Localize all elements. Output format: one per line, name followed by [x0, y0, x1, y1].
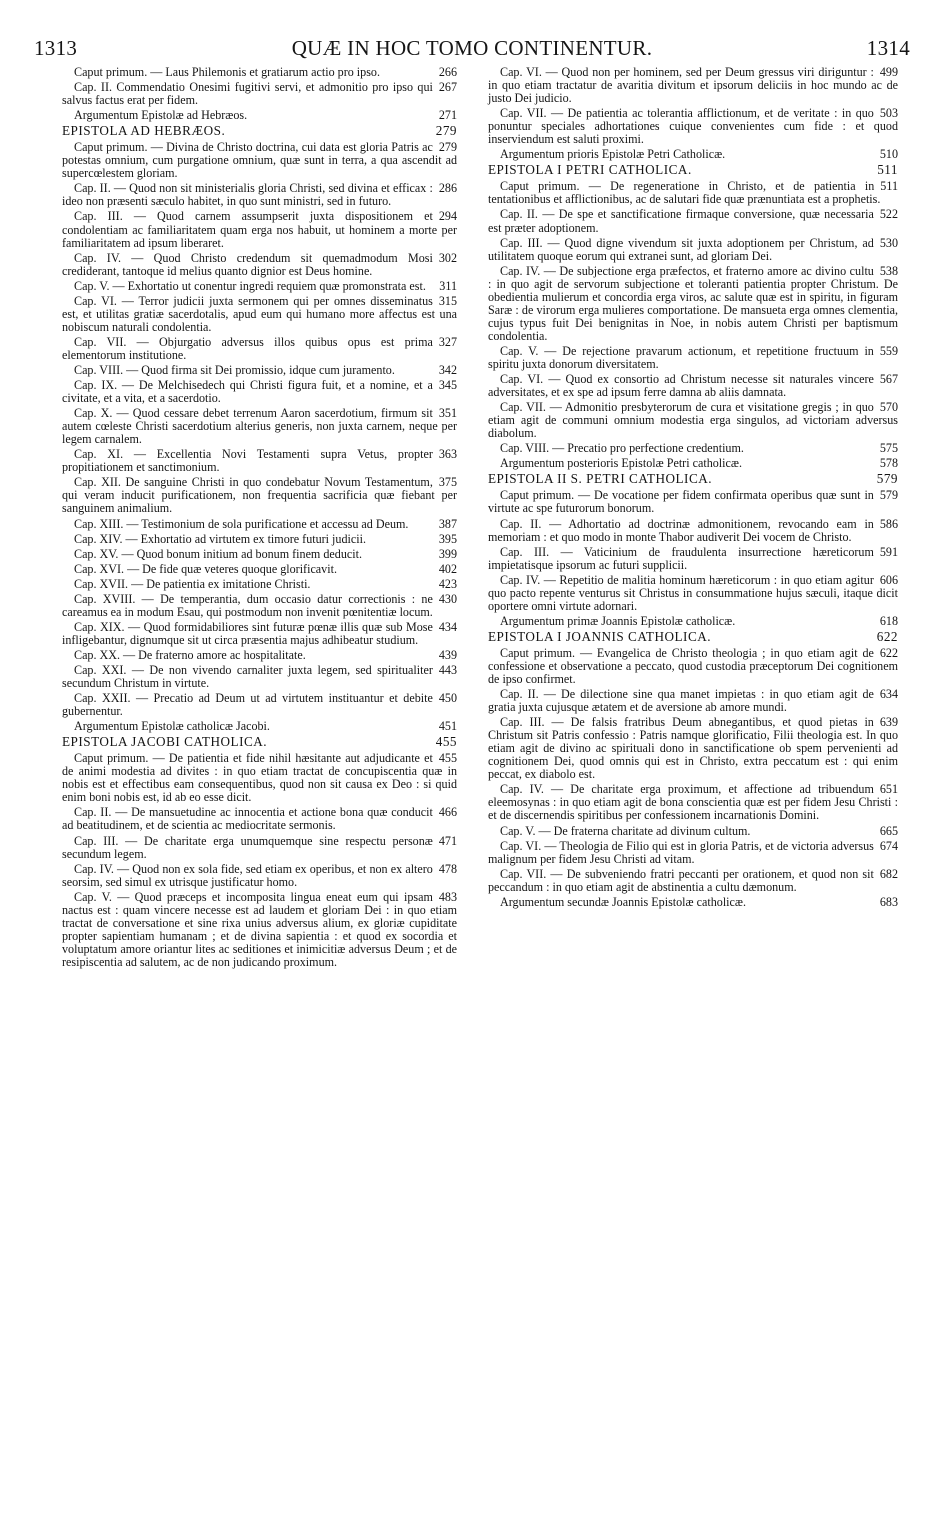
toc-entry [62, 548, 457, 561]
entry-text: Cap. V. — Quod præceps et incomposita lingua eneat eum qui ipsam nactus est : quam vincere necesse est ad laudem et gloriam Dei : in quo etiam tractat de conversatione et sine rixa unius adversus alium, ex gloriæ cupiditate propter sapientiam humanam ; et de divina sapientia : et quod ex socordia et voluptatum amore oriantur lites ac seditiones et inimicitiæ adversus Deum ; et de resipiscentia ad salutem, ac de non judicando proximum. [62, 889, 457, 969]
page-reference: 665 [879, 823, 898, 838]
entry-text: Cap. VI. — Quod ex consortio ad Christum necesse sit naturales vincere adversitates, et ex spe ad ipsum ferre damna ab aliis damnata. [488, 372, 874, 400]
page-reference: 559 [879, 343, 898, 358]
toc-entry [488, 825, 898, 838]
entry-text: Cap. VII. — Objurgatio adversus illos quibus opus est prima elementorum institutione. [62, 334, 433, 362]
toc-entry [62, 863, 457, 889]
entry-text: Cap. VII. — Admonitio presbyterorum de cura et visitatione gregis ; in quo etiam agit de communi omnium modestia erga singulos, ad victoriam adversus diabolum. [488, 400, 898, 441]
page-title: QUÆ IN HOC TOMO CONTINENTUR. [291, 36, 653, 60]
page-reference: 511 [880, 179, 898, 194]
page-reference: 450 [438, 691, 457, 706]
page-reference: 345 [438, 378, 457, 393]
page-reference: 503 [879, 106, 898, 121]
toc-entry [62, 81, 457, 107]
page-reference: 499 [879, 65, 898, 79]
entry-text: Cap. III. — Quod digne vivendum sit juxta adoptionem per Christum, ad utilitatem quoque eorum qui extranei sunt, ad gloriam Dei. [488, 235, 874, 263]
page-reference: 466 [438, 805, 457, 820]
toc-entry [488, 237, 898, 263]
entry-text: Caput primum. — Laus Philemonis et gratiarum actio pro ipso. [74, 65, 380, 79]
entry-text: Cap. V. — Exhortatio ut conentur ingredi requiem quæ promonstrata est. [74, 278, 426, 293]
page-reference: 423 [438, 576, 457, 591]
toc-entry [62, 448, 457, 474]
toc-entry [62, 476, 457, 515]
section-heading [488, 630, 898, 643]
page-reference: 430 [438, 591, 457, 606]
page-reference: 395 [438, 531, 457, 546]
left-column [62, 66, 457, 971]
argument-entry [488, 615, 898, 628]
toc-entry [488, 208, 898, 234]
argument-entry [488, 457, 898, 470]
entry-text: Cap. XIII. — Testimonium de sola purificatione et accessu ad Deum. [74, 516, 409, 531]
entry-text: Cap. II. Commendatio Onesimi fugitivi servi, et admonitio pro ipso qui salvus factus erat per fidem. [62, 80, 433, 108]
entry-text: EPISTOLA I PETRI CATHOLICA. [488, 162, 692, 178]
toc-entry [488, 647, 898, 686]
entry-text: Cap. III. — De charitate erga unumquemque sine respectu personæ secundum legem. [62, 833, 433, 861]
page-reference: 575 [879, 441, 898, 456]
toc-entry [62, 141, 457, 180]
entry-text: Cap. XVIII. — De temperantia, dum occasio datur correctionis : ne careamus ea in modum Esau, qui postmodum non invenit pœnitentiæ locum. [62, 591, 433, 619]
entry-text: Argumentum posterioris Epistolæ Petri catholicæ. [500, 456, 742, 471]
entry-text: EPISTOLA II S. PETRI CATHOLICA. [488, 471, 713, 487]
page-reference: 682 [879, 866, 898, 881]
entry-text: Cap. X. — Quod cessare debet terrenum Aaron sacerdotium, firmum sit autem cœleste Christi sacerdotium alterius generis, non juxta carnem, neque per legem carnalem. [62, 406, 457, 447]
entry-text: Cap. III. — Vaticinium de fraudulenta insurrectione hæreticorum impietatisque ipsorum ac futuri supplicii. [488, 544, 874, 572]
toc-entry [488, 783, 898, 822]
page-reference: 606 [879, 572, 898, 587]
toc-entry [62, 752, 457, 804]
toc-entry [62, 891, 457, 969]
toc-entry [488, 716, 898, 781]
entry-text: Argumentum prioris Epistolæ Petri Catholicæ. [500, 147, 726, 162]
page-reference: 622 [879, 645, 898, 660]
toc-entry [62, 379, 457, 405]
entry-text: Cap. XVI. — De fide quæ veteres quoque glorificavit. [74, 561, 337, 576]
page-reference: 399 [438, 546, 457, 561]
entry-text: Cap. VI. — Theologia de Filio qui est in gloria Patris, et de victoria adversus malignum per fidem Jesu Christi ad vitam. [488, 838, 874, 866]
entry-text: Cap. VIII. — Quod firma sit Dei promissio, idque cum juramento. [74, 362, 395, 377]
toc-entry [488, 840, 898, 866]
entry-text: Cap. XV. — Quod bonum initium ad bonum finem deducit. [74, 546, 362, 561]
toc-entry [62, 280, 457, 293]
toc-entry [488, 868, 898, 894]
toc-entry [62, 563, 457, 576]
toc-entry [62, 593, 457, 619]
page-reference: 302 [438, 250, 457, 265]
page-reference: 271 [438, 108, 457, 123]
entry-text: Cap. IV. — Repetitio de malitia hominum hæreticorum : in quo etiam agitur quo pacto repente venturus sit Christus in consummatione hujus sæculi, itaque dicit oportere omni virtute adornari. [488, 572, 898, 613]
toc-entry [62, 364, 457, 377]
toc-entry [488, 688, 898, 714]
page-reference: 327 [438, 334, 457, 349]
section-heading [488, 163, 898, 176]
page-reference: 286 [438, 181, 457, 196]
entry-text: Cap. XI. — Excellentia Novi Testamenti supra Vetus, propter propitiationem et sanctimonium. [62, 447, 433, 475]
page-reference: 342 [438, 362, 457, 377]
toc-entry [62, 835, 457, 861]
toc-entry [488, 180, 898, 206]
toc-entry [62, 806, 457, 832]
page-reference: 522 [879, 207, 898, 222]
entry-text: Argumentum Epistolæ ad Hebræos. [74, 108, 248, 123]
toc-entry [488, 373, 898, 399]
toc-entry [62, 336, 457, 362]
page-reference: 538 [879, 263, 898, 278]
entry-text: Cap. VI. — Quod non per hominem, sed per Deum gressus viri diriguntur : in quo etiam tractatur de avaritia divitum et ipsorum deliciis in hoc mundo ac de justo Dei judicio. [488, 65, 898, 106]
entry-text: Cap. VII. — De subveniendo fratri peccanti per orationem, et quod non sit peccandum : in quo etiam agit de abstinentia a cultu dæmonum. [488, 866, 874, 894]
page-reference: 266 [438, 65, 457, 79]
toc-entry [62, 66, 457, 79]
toc-entry [62, 252, 457, 278]
entry-text: Caput primum. — De vocatione per fidem confirmata operibus quæ sunt in virtute ac spe futurorum bonorum. [488, 488, 874, 516]
page-reference: 674 [879, 838, 898, 853]
page-reference: 622 [876, 628, 898, 644]
argument-entry [488, 896, 898, 909]
right-column [488, 66, 898, 911]
toc-entry [488, 546, 898, 572]
page-reference: 279 [435, 123, 457, 139]
entry-text: Argumentum primæ Joannis Epistolæ catholicæ. [500, 613, 736, 628]
page-reference: 618 [879, 613, 898, 628]
entry-text: Cap. II. — De dilectione sine qua manet impietas : in quo etiam agit de gratia juxta cujusque ætatem et de aversione ab amore mundi. [488, 687, 874, 715]
page-reference: 591 [879, 544, 898, 559]
entry-text: Cap. IV. — Quod Christo credendum sit quemadmodum Mosi crediderant, tantoque id melius quanto dignior est Deus homine. [62, 250, 433, 278]
page-reference: 683 [879, 894, 898, 909]
toc-entry [62, 210, 457, 249]
entry-text: Cap. VIII. — Precatio pro perfectione credentium. [500, 441, 744, 456]
entry-text: Cap. V. — De rejectione pravarum actionum, et repetitione fructuum in spiritu juxta donorum diversitatem. [488, 343, 874, 371]
page-reference: 443 [438, 662, 457, 677]
page-reference: 530 [879, 235, 898, 250]
toc-entry [488, 574, 898, 613]
toc-entry [62, 533, 457, 546]
page-reference: 471 [438, 833, 457, 848]
page-reference: 578 [879, 456, 898, 471]
toc-entry [488, 66, 898, 105]
entry-text: Cap. V. — De fraterna charitate ad divinum cultum. [500, 823, 751, 838]
page-reference: 455 [438, 751, 457, 766]
page-reference: 634 [879, 687, 898, 702]
entry-text: Cap. VII. — De patientia ac tolerantia afflictionum, et de veritate : in quo ponuntur speciales adhortationes cuique convenientes cum fide : et quod inserviendum est saluti proximi. [488, 106, 898, 147]
entry-text: EPISTOLA AD HEBRÆOS. [62, 123, 226, 139]
entry-text: Cap. IV. — Quod non ex sola fide, sed etiam ex operibus, et non ex altero seorsim, sed simul ex utrisque justificatur homo. [62, 861, 433, 889]
section-heading [62, 735, 457, 748]
toc-entry [62, 578, 457, 591]
running-header [34, 36, 910, 66]
entry-text: Cap. XXI. — De non vivendo carnaliter juxta legem, sed spiritualiter secundum Christum in virtute. [62, 662, 433, 691]
page-reference: 375 [438, 475, 457, 490]
entry-text: Caput primum. — Evangelica de Christo theologia ; in quo etiam agit de confessione et observatione a peccato, quod custodia præceptorum Dei cognitionem de ipso confirmet. [488, 645, 898, 687]
entry-text: Caput primum. — Divina de Christo doctrina, cui data est gloria Patris ac potestas omnium, cum purgatione omnium, quæ sunt in terra, a qua ascendit ad supercœlestem gloriam. [62, 140, 457, 181]
entry-text: Argumentum Epistolæ catholicæ Jacobi. [74, 719, 270, 734]
entry-text: Cap. XIX. — Quod formidabiliores sint futuræ pœnæ illis quæ sub Mose infligebantur, dignumque sit ut circa præsentia majus adhibeatur studium. [62, 619, 433, 647]
entry-text: Cap. II. — Quod non sit ministerialis gloria Christi, sed divina et efficax : ideo non præsenti sæculo habitet, in quo sunt ministri, sed in futuro. [62, 181, 433, 209]
page-reference: 570 [879, 400, 898, 415]
entry-text: Cap. IV. — De charitate erga proximum, et affectione ad tribuendum eleemosynas : in quo etiam agit de bona conscientia quæ est per fidem Jesu Christi : et de discernendis spiritibus per confessionem incarnationis Domini. [488, 782, 898, 823]
page-reference: 651 [879, 782, 898, 797]
toc-entry [488, 401, 898, 440]
entry-text: Cap. III. — Quod carnem assumpserit juxta dispositionem et condolentiam ac familiaritatem quam erga nos habuit, ut hominem a morte per familiaritatem ad ipsum liberaret. [62, 209, 457, 250]
toc-entry [62, 664, 457, 690]
page-reference: 451 [438, 719, 457, 734]
toc-entry [488, 489, 898, 515]
page-reference: 586 [879, 516, 898, 531]
page-reference: 567 [879, 372, 898, 387]
page-number-right: 1314 [866, 36, 910, 60]
entry-text: Cap. IX. — De Melchisedech qui Christi figura fuit, et a nomine, et a civitate, et a vita, et a sacerdotio. [62, 378, 433, 406]
toc-entry [62, 182, 457, 208]
argument-entry [62, 720, 457, 733]
entry-text: Cap. XXII. — Precatio ad Deum ut ad virtutem instituantur et debite gubernentur. [62, 691, 433, 719]
entry-text: EPISTOLA JACOBI CATHOLICA. [62, 734, 268, 750]
entry-text: Caput primum. — De regeneratione in Christo, et de patientia in tentationibus et afflictionibus, ac de salutari fide quæ prænuntiata est a prophetis. [488, 179, 881, 207]
page-reference: 387 [438, 516, 457, 531]
page-reference: 351 [438, 406, 457, 421]
toc-entry [488, 442, 898, 455]
page-reference: 402 [438, 561, 457, 576]
toc-entry [488, 107, 898, 146]
page-reference: 579 [879, 488, 898, 503]
page-reference: 455 [435, 734, 457, 750]
toc-entry [488, 265, 898, 343]
page-reference: 511 [877, 162, 898, 178]
entry-text: Cap. VI. — Terror judicii juxta sermonem qui per omnes disseminatus est, et utilitas gratiæ sacerdotalis, apud eum qui humano more affectus est una nobiscum naturali condolentia. [62, 293, 457, 334]
page-reference: 510 [879, 147, 898, 162]
page-reference: 267 [438, 80, 457, 95]
entry-text: Cap. XII. De sanguine Christi in quo condebatur Novum Testamentum, qui veram inducit purificationem, non frequentia sacrificia quæ fiebant per sanguinem animalium. [62, 475, 457, 516]
page-reference: 639 [879, 715, 898, 730]
page-reference: 483 [438, 889, 457, 904]
entry-text: Cap. XVII. — De patientia ex imitatione Christi. [74, 576, 311, 591]
toc-entry [62, 518, 457, 531]
entry-text: Cap. II. — De spe et sanctificatione firmaque conversione, quæ necessaria est præter adoptionem. [488, 207, 874, 235]
toc-entry [62, 621, 457, 647]
entry-text: Argumentum secundæ Joannis Epistolæ catholicæ. [500, 894, 746, 909]
argument-entry [488, 148, 898, 161]
page-reference: 363 [438, 447, 457, 462]
entry-text: Cap. XX. — De fraterno amore ac hospitalitate. [74, 647, 306, 662]
section-heading [62, 124, 457, 137]
page-number-left: 1313 [34, 36, 78, 60]
section-heading [488, 472, 898, 485]
page-reference: 294 [438, 209, 457, 224]
entry-text: Cap. XIV. — Exhortatio ad virtutem ex timore futuri judicii. [74, 531, 366, 546]
page-reference: 478 [438, 861, 457, 876]
entry-text: Cap. II. — De mansuetudine ac innocentia et actione bona quæ conducit ad beatitudinem, et de scientia ac mediocritate sermonis. [62, 805, 433, 833]
toc-entry [62, 692, 457, 718]
page-reference: 434 [438, 619, 457, 634]
entry-text: Caput primum. — De patientia et fide nihil hæsitante aut adjudicante et de animi modestia ad divites : in quo etiam tractat de concupiscentia quæ in nobis est et effectibus eam consequentibus, quod non sit causa ex Deo : si quid enim boni nobis est, id ab eo esse dicit. [62, 751, 457, 805]
page-reference: 439 [438, 647, 457, 662]
page-reference: 315 [438, 293, 457, 308]
toc-entry [62, 649, 457, 662]
toc-entry [62, 407, 457, 446]
toc-entry [62, 295, 457, 334]
entry-text: EPISTOLA I JOANNIS CATHOLICA. [488, 628, 712, 644]
entry-text: Cap. III. — De falsis fratribus Deum abnegantibus, et quod pietas in Christum sit Patris confessio : Patris namque glorificatio, Filii theologia est. In quo etiam agit de divino ac spirituali dono in sanctificatione ob spem pervenienti ad cognitionem Dei, quod omnis qui est in Christo, extra peccatum est : qui enim peccat, ex diabolo est. [488, 715, 898, 782]
page-reference: 579 [876, 471, 898, 487]
page-reference: 311 [439, 278, 457, 293]
page-reference: 279 [438, 140, 457, 155]
toc-entry [488, 518, 898, 544]
argument-entry [62, 109, 457, 122]
entry-text: Cap. II. — Adhortatio ad doctrinæ admonitionem, revocando eam in memoriam : et quo modo in monte Thabor audiverit Dei vocem de Christo. [488, 516, 874, 544]
toc-entry [488, 345, 898, 371]
entry-text: Cap. IV. — De subjectione erga præfectos, et fraterno amore ac divino cultu : in quo agit de servorum subjectione et toleranti patientia propter Christum. De obedientia mulierum et concordia erga viros, ac salute quæ est in spiritu, in figuram Saræ : de virorum erga mulieres comportatione. De mansueta erga omnes clementia, cujus typus fuit Dei benignitas in Noe, in nobis autem Christi per baptismum condolentia. [488, 263, 898, 343]
